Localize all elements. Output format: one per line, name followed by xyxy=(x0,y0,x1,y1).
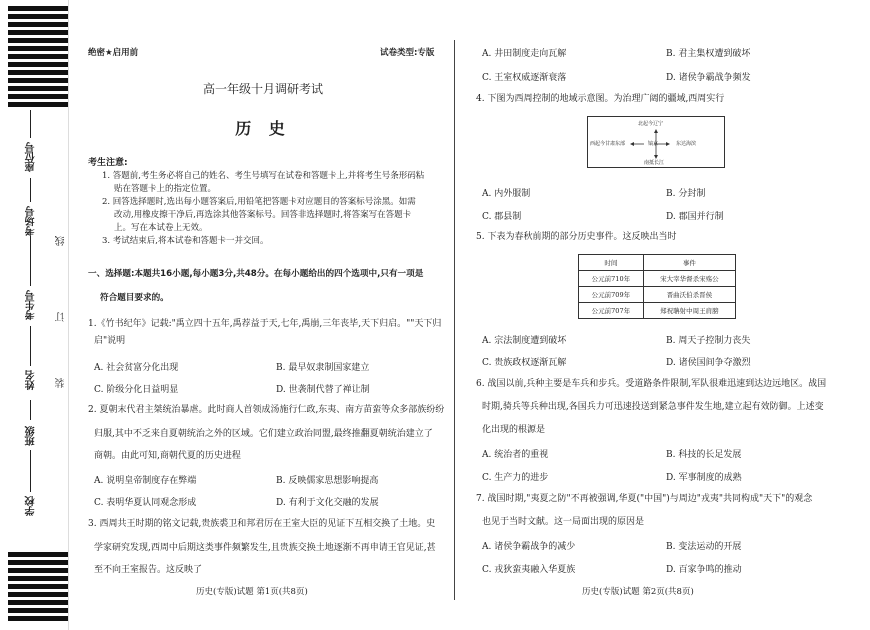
q2-option-a: A. 说明皇帝制度存在弊端 xyxy=(94,476,197,486)
table-row xyxy=(579,287,736,303)
q7-stem-cont: 也见于当时文献。这一局面出现的原因是 xyxy=(482,517,645,527)
table-header-row xyxy=(579,255,736,271)
footer-page1: 历史(专版)试题 第1页(共8页) xyxy=(196,587,308,597)
q2-option-b: B. 反映儒家思想影响提高 xyxy=(276,476,379,486)
exam-title: 高一年级十月调研考试 xyxy=(202,82,323,96)
cut-word-bind: 订 xyxy=(56,312,67,322)
room-line xyxy=(30,178,31,202)
class-line xyxy=(30,400,31,420)
notice-title: 考生注意: xyxy=(88,158,128,168)
q3-option-a: A. 井田制度走向瓦解 xyxy=(482,49,567,59)
q1-stem: 1.《竹书纪年》记载:"禹立四十五年,禹荐益于天,七年,禹崩,三年丧毕,天下归启。""天下归 xyxy=(88,319,442,329)
secret-mark: 绝密★启用前 xyxy=(88,48,139,58)
map-label-south: 南抵长江 xyxy=(644,160,665,166)
q6-stem: 6. 战国以前,兵种主要是车兵和步兵。受道路条件限制,军队很难迅速到达边远地区。战国 xyxy=(476,379,827,389)
table-header-cell: 事件 xyxy=(643,255,735,271)
q6-option-d: D. 军事制度的成熟 xyxy=(666,473,742,483)
paper-type: 试卷类型:专版 xyxy=(380,48,435,58)
q7-option-c: C. 戎狄蛮夷融入华夏族 xyxy=(482,565,576,575)
q3-stem-cont2: 至不向王室报告。这反映了 xyxy=(94,565,203,575)
q2-option-c: C. 表明华夏认同观念形成 xyxy=(94,498,197,508)
q3-option-c: C. 王室权威逐渐衰落 xyxy=(482,73,567,83)
q3-stem-cont1: 学家研究发现,西周中后期这类事件频繁发生,且贵族交换土地逐渐不再申请王官见证,甚 xyxy=(94,543,436,553)
q1-option-d: D. 世袭制代替了禅让制 xyxy=(276,385,370,395)
q4-option-b: B. 分封制 xyxy=(666,189,706,199)
table-header-cell: 时间 xyxy=(579,255,644,271)
cut-word-line: 线 xyxy=(56,236,67,246)
q3-option-b: B. 君主集权遭到破坏 xyxy=(666,49,751,59)
school-line xyxy=(30,450,31,492)
q7-option-b: B. 变法运动的开展 xyxy=(666,542,742,552)
class-label: 班级 xyxy=(26,426,37,446)
q5-events-table xyxy=(578,254,736,319)
q1-option-a: A. 社会贫富分化出现 xyxy=(94,363,179,373)
q6-option-c: C. 生产力的进步 xyxy=(482,473,549,483)
q2-stem-cont1: 归服,其中不乏来自夏朝统治之外的区域。它们建立政治同盟,最终推翻夏朝统治建立了 xyxy=(94,429,433,439)
subject-title: 历 史 xyxy=(235,119,291,138)
q5-option-d: D. 诸侯国间争夺激烈 xyxy=(666,358,751,368)
column-divider xyxy=(454,40,455,600)
q3-stem: 3. 西周共王时期的铭文记载,贵族裘卫和邦君厉在王室大臣的见证下互相交换了土地。史 xyxy=(88,519,436,529)
q3-option-d: D. 诸侯争霸战争频发 xyxy=(666,73,751,83)
q5-option-c: C. 贵族政权逐渐瓦解 xyxy=(482,358,567,368)
map-label-north: 北起今辽宁 xyxy=(638,121,664,127)
q6-stem-cont2: 化出现的根源是 xyxy=(482,425,546,435)
table-cell: 宋大宰华督杀宋殇公 xyxy=(643,271,735,287)
q5-stem: 5. 下表为春秋前期的部分历史事件。这反映出当时 xyxy=(476,232,677,242)
q2-stem-cont2: 商朝。由此可知,商朝代夏的历史进程 xyxy=(94,451,241,461)
candidate-label: 考生号 xyxy=(26,290,37,320)
name-line xyxy=(30,326,31,366)
table-cell: 公元前709年 xyxy=(579,287,644,303)
room-label: 考场号 xyxy=(26,206,37,236)
q6-stem-cont1: 时期,骑兵等兵种出现,各国兵力可迅速投送到紧急事件发生地,建立起有效防御。上述变 xyxy=(482,402,824,412)
table-cell: 公元前707年 xyxy=(579,303,644,319)
q4-stem: 4. 下图为西周控制的地域示意图。为治理广阔的疆域,西周实行 xyxy=(476,94,725,104)
q2-stem: 2. 夏朝末代君主桀统治暴虐。此时商人首领成汤施行仁政,东夷、南方苗蛮等众多部族纷纷 xyxy=(88,405,445,415)
q1-stem-cont: 启"说明 xyxy=(94,336,126,346)
q1-option-b: B. 最早奴隶制国家建立 xyxy=(276,363,370,373)
map-label-east: 东达海滨 xyxy=(676,141,697,147)
q7-option-a: A. 诸侯争霸战争的减少 xyxy=(482,542,576,552)
notice-items: 1. 答题前,考生务必将自己的姓名、考生号填写在试卷和答题卡上,并将考生号条形码粘 贴在答题卡上的指定位置。 2. 回答选择题时,选出每小题答案后,用铅笔把答题卡对应题目的答案标号涂黑。如需 改动,用橡皮擦干净后,再选涂其他答案标号。回答非选择题时,将答案写在答题卡 上。写在本试卷上无效。 3. 考试结束后,将本试卷和答题卡一并交回。 xyxy=(102,171,425,246)
footer-page2: 历史(专版)试题 第2页(共8页) xyxy=(582,587,694,597)
q6-option-a: A. 统治者的重视 xyxy=(482,450,549,460)
q2-option-d: D. 有利于文化交融的发展 xyxy=(276,498,379,508)
candidate-line xyxy=(30,236,31,286)
q4-option-d: D. 郡国并行制 xyxy=(666,212,724,222)
map-label-capital: 镐京 xyxy=(648,141,659,147)
table-row xyxy=(579,271,736,287)
table-cell: 晋曲沃伯杀晋侯 xyxy=(643,287,735,303)
q5-option-a: A. 宗法制度遭到破坏 xyxy=(482,336,567,346)
q7-option-d: D. 百家争鸣的推动 xyxy=(666,565,742,575)
school-label: 学校 xyxy=(26,496,37,516)
seat-line xyxy=(30,110,31,138)
table-cell: 公元前710年 xyxy=(579,271,644,287)
q4-option-c: C. 郡县制 xyxy=(482,212,522,222)
q7-stem: 7. 战国时期,"夷夏之防"不再被强调,华夏("中国")与周边"戎夷"共同构成"天下"的观念 xyxy=(476,494,813,504)
name-label: 姓名 xyxy=(26,370,37,390)
q1-option-c: C. 阶级分化日益明显 xyxy=(94,385,179,395)
q5-option-b: B. 周天子控制力丧失 xyxy=(666,336,751,346)
western-zhou-map xyxy=(587,116,725,168)
table-row xyxy=(579,303,736,319)
cut-word-pack: 装 xyxy=(56,378,67,388)
section1-instruction: 一、选择题:本题共16小题,每小题3分,共48分。在每小题给出的四个选项中,只有一项是 xyxy=(88,269,424,279)
q6-option-b: B. 科技的长足发展 xyxy=(666,450,742,460)
map-label-west: 西起今甘肃东部 xyxy=(590,141,626,147)
table-cell: 郑祝聃射中周王肩膀 xyxy=(643,303,735,319)
q4-option-a: A. 内外服制 xyxy=(482,189,531,199)
seat-label: 座位号 xyxy=(26,142,37,172)
section1-instruction-cont: 符合题目要求的。 xyxy=(100,293,169,303)
